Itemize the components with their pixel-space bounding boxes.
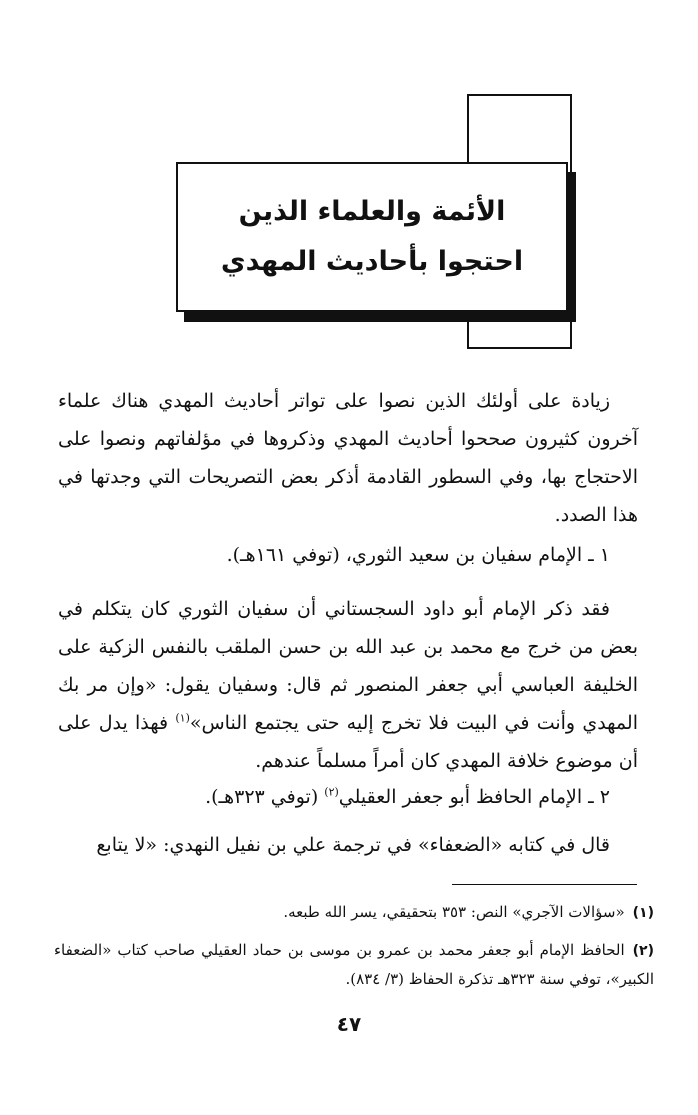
- item-2-paragraph: قال في كتابه «الضعفاء» في ترجمة علي بن نفيل النهدي: «لا يتابع: [96, 834, 610, 856]
- footnote-1-number: (١): [632, 905, 654, 921]
- item-1-text-a: فقد ذكر الإمام أبو داود السجستاني أن سفيان الثوري كان يتكلم في بعض من خرج مع محمد بن عبد الله بن حسن الملقب بالنفس الزكية على الخليفة العباسي أبي جعفر المنصور ثم قال: وسفيان يقول: «وإن مر بك المهدي وأنت في البيت فلا تخرج إليه حتى يجتمع الناس»: [58, 598, 638, 734]
- footnote-2: [54, 936, 654, 993]
- chapter-title-line-2: احتجوا بأحاديث المهدي: [220, 246, 524, 277]
- footnote-divider: [452, 884, 637, 885]
- chapter-title-box: [176, 162, 568, 312]
- item-2-heading-a: ٢ ـ الإمام الحافظ أبو جعفر العقيلي: [338, 786, 610, 808]
- item-2-heading: [58, 778, 638, 816]
- footnote-1-text: «سؤالات الآجري» النص: ٣٥٣ بتحقيقي، يسر الله طبعه.: [283, 903, 625, 921]
- intro-paragraph: زيادة على أولئك الذين نصوا على تواتر أحاديث المهدي هناك علماء آخرون كثيرون صححوا أحاديث المهدي وذكروها في مؤلفاتهم ونصوا على الاحتجاج بها، وفي السطور القادمة أذكر بعض التصريحات التي وجدتها في هذا الصدد.: [58, 390, 638, 526]
- footnote-1: [54, 898, 654, 927]
- footnote-ref-2: (٢): [324, 785, 339, 799]
- footnote-2-text: الحافظ الإمام أبو جعفر محمد بن عمرو بن موسى بن حماد العقيلي صاحب كتاب «الضعفاء الكبير»، توفي سنة ٣٢٣هـ تذكرة الحفاظ (٣/ ٨٣٤).: [54, 941, 654, 988]
- item-1-text-b: فهذا يدل على أن موضوع خلافة المهدي كان أمراً مسلماً عندهم.: [58, 712, 638, 772]
- page-number: ٤٧: [336, 1012, 362, 1036]
- item-2-heading-b: (توفي ٣٢٣هـ).: [205, 786, 325, 808]
- footnote-ref-1: (١): [175, 711, 190, 725]
- chapter-title-line-1: الأئمة والعلماء الذين: [238, 196, 506, 227]
- item-1-heading: ١ ـ الإمام سفيان بن سعيد الثوري، (توفي ١٦١هـ).: [226, 544, 610, 566]
- footnote-2-number: (٢): [632, 943, 654, 959]
- item-1-paragraph: [58, 590, 638, 780]
